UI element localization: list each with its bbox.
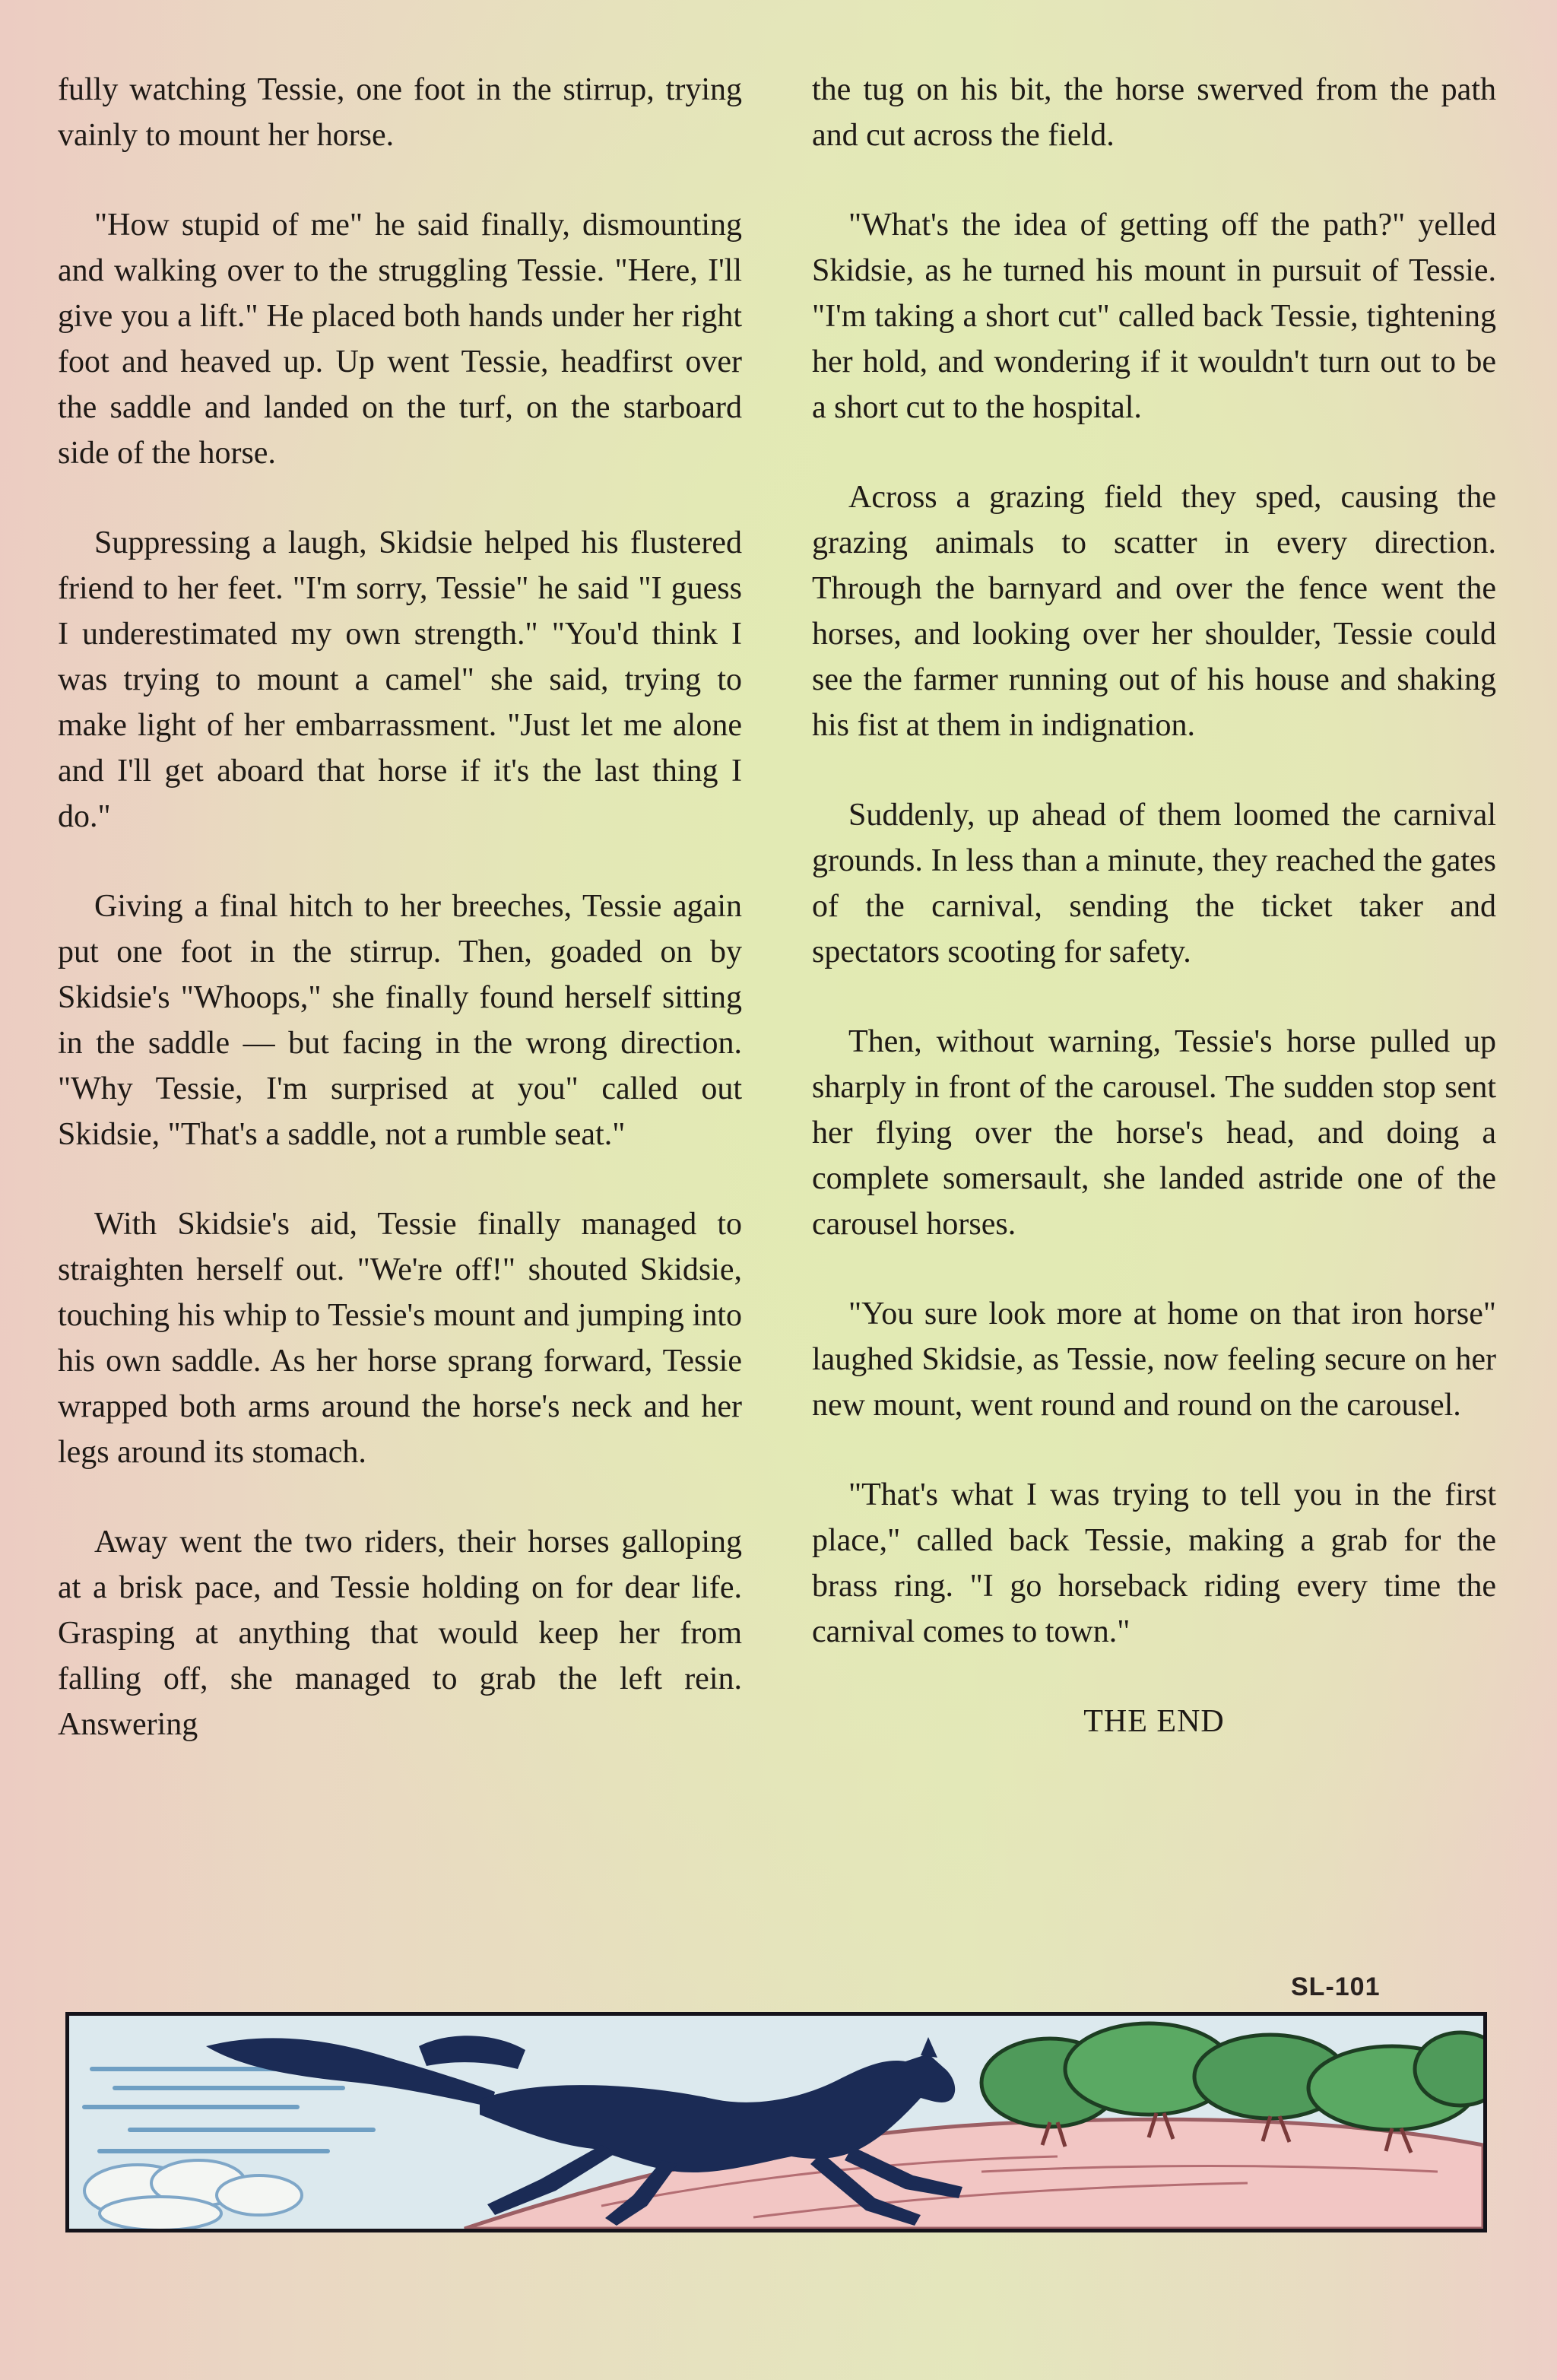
paragraph: Away went the two riders, their horses galloping at a brisk pace, and Tessie holding on for dear life. Grasping at anything that would keep her from falling off, she managed to grab the left rein. Answering <box>58 1525 742 1742</box>
the-end-label: THE END <box>1083 1704 1225 1739</box>
paragraph: Suddenly, up ahead of them loomed the carnival grounds. In less than a minute, they reached the gates of the carnival, sending the ticket taker and spectators scooting for safety. <box>812 798 1496 969</box>
paragraph: "How stupid of me" he said finally, dismounting and walking over to the struggling Tessie. "Here, I'll give you a lift." He placed both hands under her right foot and heaved up. Up went Tessie, headfirst over the saddle and landed on the turf, on the starboard side of the horse. <box>58 208 742 471</box>
horse-scene-graphic <box>69 2016 1483 2229</box>
paragraph: Then, without warning, Tessie's horse pulled up sharply in front of the carousel. The sudden stop sent her flying over the horse's head, and doing a complete somersault, she landed astride one of the carousel horses. <box>812 1024 1496 1242</box>
paragraph: Across a grazing field they sped, causing the grazing animals to scatter in every direction. Through the barnyard and over the fence went the horses, and looking over her shoulder, Tessie could see the farmer running out of his house and shaking his fist at them in indignation. <box>812 480 1496 743</box>
left-text-column <box>58 67 742 1791</box>
paragraph: the tug on his bit, the horse swerved from the path and cut across the field. <box>812 72 1496 153</box>
right-text-column <box>812 67 1496 1788</box>
paragraph: fully watching Tessie, one foot in the stirrup, trying vainly to mount her horse. <box>58 72 742 153</box>
paragraph: "That's what I was trying to tell you in the first place," called back Tessie, making a grab for the brass ring. "I go horseback riding every time the carnival comes to town." <box>812 1477 1496 1649</box>
paragraph: Suppressing a laugh, Skidsie helped his flustered friend to her feet. "I'm sorry, Tessie" he said "I guess I underestimated my own strength." "You'd think I was trying to mount a camel" she said, trying to make light of her embarrassment. "Just let me alone and I'll get aboard that horse if it's the last thing I do." <box>58 525 742 834</box>
paragraph: "You sure look more at home on that iron horse" laughed Skidsie, as Tessie, now feeling secure on her new mount, went round and round on the carousel. <box>812 1296 1496 1423</box>
paragraph: With Skidsie's aid, Tessie finally managed to straighten herself out. "We're off!" shouted Skidsie, touching his whip to Tessie's mount and jumping into his own saddle. As her horse sprang forward, Tessie wrapped both arms around the horse's neck and her legs around its stomach. <box>58 1207 742 1470</box>
galloping-horse-illustration <box>65 2012 1487 2232</box>
paragraph: Giving a final hitch to her breeches, Tessie again put one foot in the stirrup. Then, goaded on by Skidsie's "Whoops," she finally found herself sitting in the saddle — but facing in the wrong direction. "Why Tessie, I'm surprised at you" called out Skidsie, "That's a saddle, not a rumble seat." <box>58 889 742 1152</box>
page-code-label: SL-101 <box>1291 1972 1381 2001</box>
paragraph: "What's the idea of getting off the path?" yelled Skidsie, as he turned his mount in pursuit of Tessie. "I'm taking a short cut" called back Tessie, tightening her hold, and wondering if it wouldn't turn out to be a short cut to the hospital. <box>812 208 1496 425</box>
